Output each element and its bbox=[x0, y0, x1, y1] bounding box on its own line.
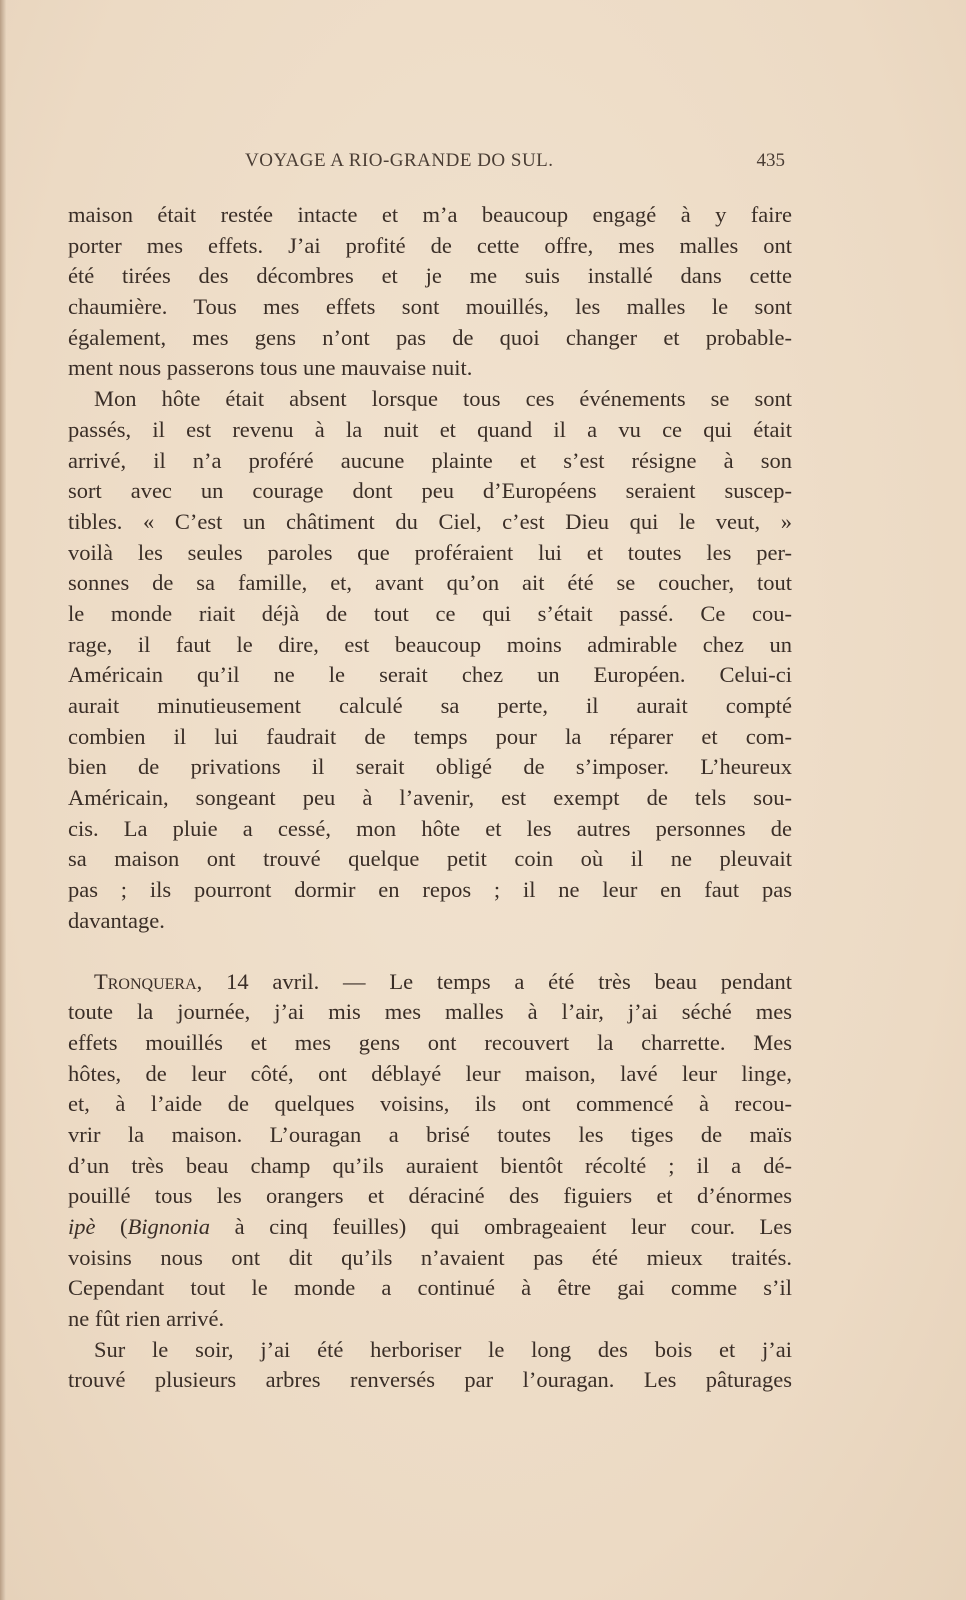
text-line: toute la journée, j’ai mis mes malles à l’air, j’ai séché mes bbox=[68, 999, 792, 1025]
date-text: , 14 avril. — Le temps a été très beau pendant bbox=[196, 968, 792, 994]
text-line: tibles. « C’est un châtiment du Ciel, c’est Dieu qui le veut, » bbox=[68, 508, 792, 534]
text-line: été tirées des décombres et je me suis installé dans cette bbox=[68, 263, 792, 289]
text-line: pouillé tous les orangers et déraciné des figuiers et d’énormes bbox=[68, 1183, 792, 1209]
text-line-with-italics bbox=[68, 1212, 792, 1243]
paragraph bbox=[68, 1335, 792, 1396]
dated-entry bbox=[68, 967, 792, 1335]
text-line: bien de privations il serait obligé de s’imposer. L’heureux bbox=[68, 754, 792, 780]
text-line: ne fût rien arrivé. bbox=[68, 1306, 225, 1332]
text-line: combien il lui faudrait de temps pour la réparer et com- bbox=[68, 723, 792, 749]
text-line: voisins nous ont dit qu’ils n’avaient pas été mieux traités. bbox=[68, 1244, 792, 1270]
text-line: sa maison ont trouvé quelque petit coin où il ne pleuvait bbox=[68, 846, 792, 872]
text-line: hôtes, de leur côté, ont déblayé leur maison, lavé leur linge, bbox=[68, 1060, 792, 1086]
place-name: Tronquera bbox=[94, 968, 197, 994]
page-number: 435 bbox=[756, 150, 785, 171]
text-line: vrir la maison. L’ouragan a brisé toutes les tiges de maïs bbox=[68, 1121, 792, 1147]
text-line: aurait minutieusement calculé sa perte, il aurait compté bbox=[68, 693, 792, 718]
text-line: également, mes gens n’ont pas de quoi changer et probable- bbox=[68, 324, 792, 350]
italic-term-bignonia: Bignonia bbox=[127, 1214, 211, 1239]
italic-term-ipe: ipè bbox=[68, 1214, 96, 1239]
text-line: davantage. bbox=[68, 907, 165, 933]
page-edge-shadow bbox=[0, 0, 6, 1600]
text-line: effets mouillés et mes gens ont recouvert la charrette. Mes bbox=[68, 1029, 792, 1055]
text-line: Américain, songeant peu à l’avenir, est exempt de tels sou- bbox=[68, 785, 792, 811]
text-line: voilà les seules paroles que proféraient lui et toutes les per- bbox=[68, 539, 792, 565]
entry-first-line bbox=[68, 967, 792, 998]
text-line: Mon hôte était absent lorsque tous ces événements se sont bbox=[94, 386, 792, 412]
text-line: Cependant tout le monde a continué à être gai comme s’il bbox=[68, 1275, 792, 1301]
text-line: sonnes de sa famille, et, avant qu’on ait été se coucher, tout bbox=[68, 570, 792, 596]
text-line: arrivé, il n’a proféré aucune plainte et s’est résigne à son bbox=[68, 447, 792, 473]
text-line: Sur le soir, j’ai été herboriser le long des bois et j’ai bbox=[94, 1336, 792, 1362]
section-gap bbox=[68, 937, 792, 967]
running-title: VOYAGE A RIO-GRANDE DO SUL. bbox=[245, 150, 554, 171]
text-line: porter mes effets. J’ai profité de cette offre, mes malles ont bbox=[68, 232, 792, 258]
text-line: chaumière. Tous mes effets sont mouillés, les malles le sont bbox=[68, 294, 792, 320]
text-line: cis. La pluie a cessé, mon hôte et les autres personnes de bbox=[68, 815, 792, 841]
text-line: ment nous passerons tous une mauvaise nuit. bbox=[68, 355, 473, 381]
text-line: Américain qu’il ne le serait chez un Européen. Celui-ci bbox=[68, 662, 792, 688]
text-fragment: ( bbox=[95, 1214, 128, 1239]
paragraph bbox=[68, 200, 792, 384]
text-line: le monde riait déjà de tout ce qui s’était passé. Ce cou- bbox=[68, 600, 792, 626]
text-line: maison était restée intacte et m’a beaucoup engagé à y faire bbox=[68, 202, 792, 227]
text-line: rage, il faut le dire, est beaucoup moins admirable chez un bbox=[68, 631, 792, 657]
page-header bbox=[245, 150, 785, 180]
text-line: trouvé plusieurs arbres renversés par l’ouragan. Les pâturages bbox=[68, 1367, 792, 1393]
text-line: pas ; ils pourront dormir en repos ; il ne leur en faut pas bbox=[68, 877, 792, 903]
text-line: passés, il est revenu à la nuit et quand il a vu ce qui était bbox=[68, 416, 792, 442]
body-text bbox=[68, 200, 792, 1396]
text-line: sort avec un courage dont peu d’Européens seraient suscep- bbox=[68, 478, 792, 504]
paragraph bbox=[68, 384, 792, 936]
text-line: et, à l’aide de quelques voisins, ils ont commencé à recou- bbox=[68, 1091, 792, 1117]
text-line: d’un très beau champ qu’ils auraient bientôt récolté ; il a dé- bbox=[68, 1152, 792, 1178]
text-fragment: à cinq feuilles) qui ombrageaient leur cour. Les bbox=[210, 1214, 793, 1239]
